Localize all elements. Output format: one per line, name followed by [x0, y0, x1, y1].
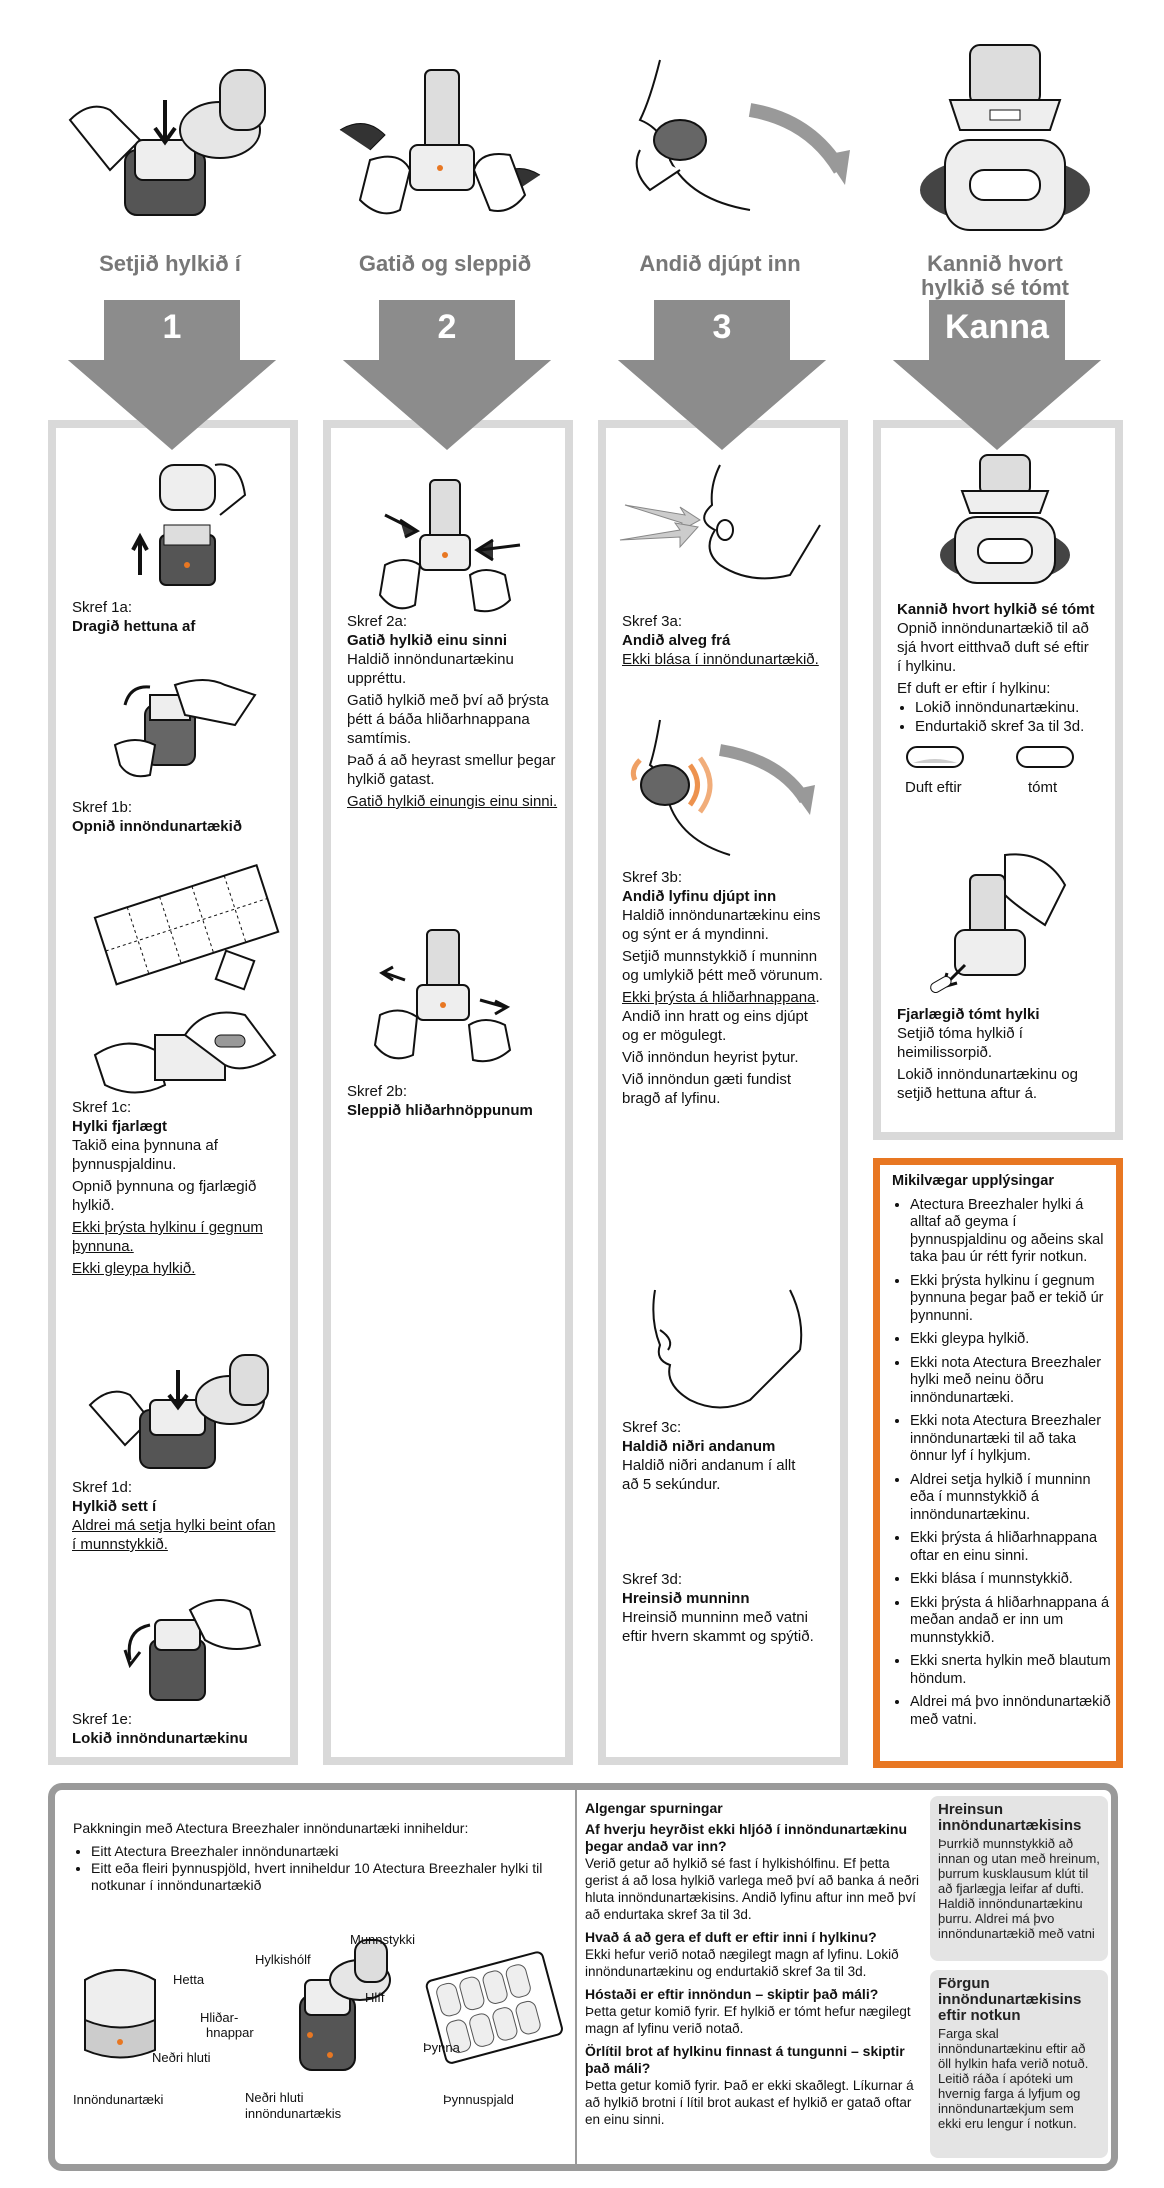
caption-powder-left: Duft eftir — [905, 779, 962, 796]
step3d-line1: Hreinsið munninn með vatni — [622, 1609, 808, 1626]
caption-empty: tómt — [1028, 779, 1058, 796]
step1d-title: Hylkið sett í — [72, 1498, 157, 1515]
open-check-illustration — [940, 455, 1070, 585]
step3c-text — [622, 1418, 847, 1494]
step3b-label: Skref 3b: — [622, 869, 683, 886]
step1c-line4: hylkið. — [72, 1197, 115, 1214]
step2-title: Gatið og sleppið — [358, 251, 532, 276]
step1c-line2: þynnuspjaldinu. — [72, 1156, 177, 1173]
faq-q1: Af hverju heyrðist ekki hljóð í innöndunartækinu þegar andað var inn? — [585, 1821, 908, 1854]
remove-line4: setjið hettuna aftur á. — [897, 1085, 1038, 1102]
open-inhaler-illustration — [115, 665, 255, 785]
step3a-title: Andið alveg frá — [622, 632, 731, 649]
step3b-line2: og sýnt er á myndinni. — [622, 926, 769, 943]
exhale-illustration — [620, 465, 820, 595]
important-item: • Ekki þrýsta á hliðarhnappana á meðan andað er inn um munnstykkið. — [910, 1595, 1112, 1648]
label-hlidarhnappar-2: hnappar — [206, 2025, 254, 2040]
step3b-line9: bragð af lyfinu. — [622, 1090, 721, 1107]
arrow-tip-icon — [618, 360, 826, 450]
step3d-title: Hreinsið munninn — [622, 1590, 750, 1607]
step1c-warning1: Ekki þrýsta hylkinu í gegnum — [72, 1219, 263, 1236]
label-thynna: Þynna — [423, 2040, 460, 2055]
step1d-warning1: Aldrei má setja hylki beint ofan — [72, 1517, 276, 1534]
step2a-warning1: Gatið hylkið einungis einu sinni. — [347, 793, 558, 810]
remove-line3: Lokið innöndunartækinu og — [897, 1066, 1078, 1083]
check-line2: sjá hvort eitthvað duft sé eftir — [897, 639, 1089, 656]
remove-line2: heimilissorpið. — [897, 1044, 993, 1061]
faq-q2: Hvað á að gera ef duft er eftir inni í hylkinu? — [585, 1929, 877, 1945]
insert-capsule-step-illustration — [90, 1355, 270, 1470]
step3b-line4: og umlykið þétt með vörunum. — [622, 967, 823, 984]
step2a-line3: Gatið hylkið með því að þrýsta — [347, 692, 549, 709]
faq-a1: Verið getur að hylkið sé fast í hylkishólfinu. Ef þetta gerist á að losa hylkið varlega með því að banka á neðri hluta innöndunartækisins. Andið lyfinu aftur inn með því að endurtaka skref 3a til 3d. — [585, 1856, 919, 1922]
check-title: Kannið hvort hylkið sé tómt — [897, 601, 1095, 618]
step1d-warning2: í munnstykkið. — [72, 1536, 168, 1553]
package-intro: Pakkningin með Atectura Breezhaler innöndunartæki inniheldur: — [73, 1820, 469, 1836]
step3b-line3: Setjið munnstykkið í munninn — [622, 948, 818, 965]
step1-number: 1 — [162, 308, 182, 346]
step1e-label: Skref 1e: — [72, 1711, 133, 1728]
step1c-label: Skref 1c: — [72, 1099, 132, 1116]
step3c-line2: að 5 sekúndur. — [622, 1476, 721, 1493]
step2a-line4: þétt á báða hliðarhnappana — [347, 711, 530, 728]
label-munnstykki: Munnstykki — [350, 1932, 416, 1947]
step3d-text — [622, 1570, 847, 1646]
step4-title-line1: Kannið hvort — [927, 251, 1063, 276]
step3a-warning1: Ekki blása í innöndunartækið. — [622, 651, 819, 668]
step1e-text — [72, 1710, 292, 1748]
blister-strip-illustration — [90, 860, 280, 990]
step1c-text — [72, 1098, 292, 1278]
inhaler-closed-illustration — [80, 1960, 160, 2070]
disposal-title: Förgun innöndunartækisins eftir notkun — [938, 1975, 1082, 2024]
inhale-medicine-illustration — [620, 720, 820, 860]
remove-empty-capsule-illustration — [935, 855, 1075, 995]
capsule-empty-icon — [1015, 745, 1075, 769]
step1e-title: Lokið innöndunartækinu — [72, 1730, 248, 1747]
arrow-tip-icon — [343, 360, 551, 450]
step3c-title: Haldið niðri andanum — [622, 1438, 776, 1455]
step1d-label: Skref 1d: — [72, 1479, 133, 1496]
package-item2: • Eitt eða fleiri þynnuspjöld, hvert inniheldur 10 Atectura Breezhaler hylki til notkunar í innöndunartækið — [91, 1860, 593, 1894]
step2a-line1: Haldið innöndunartækinu — [347, 651, 514, 668]
step3d-line2: eftir hvern skammt og spýtið. — [622, 1628, 814, 1645]
faq-a3: Þetta getur komið fyrir. Ef hylkið er tómt hefur nægilegt magn af lyfinu verið notað. — [585, 2004, 911, 2036]
pierce-illustration — [340, 60, 540, 230]
faq-a4: Þetta getur komið fyrir. Það er ekki skaðlegt. Líkurnar á að hylkið brotni í lítil brot aukast ef hylkið er gatað oftar en einu sinni. — [585, 2078, 914, 2127]
check-bullet1: • Lokið innöndunartækinu. — [915, 698, 1117, 717]
faq-q3: Hóstaði er eftir innöndun – skiptir það máli? — [585, 1986, 879, 2002]
close-inhaler-illustration — [120, 1590, 260, 1705]
check-line4: Ef duft er eftir í hylkinu: — [897, 680, 1051, 697]
step3b-line1: Haldið innöndunartækinu eins — [622, 907, 821, 924]
bottom-divider — [575, 1790, 577, 2164]
check-text — [897, 600, 1117, 736]
step3b-title: Andið lyfinu djúpt inn — [622, 888, 777, 905]
caption-inhaler: Innöndunartæki — [73, 2092, 164, 2107]
step3b-line6: og er mögulegt. — [622, 1027, 727, 1044]
arrow-tip-icon — [893, 360, 1101, 450]
step3b-line8: Við innöndun gæti fundist — [622, 1071, 792, 1088]
bottom-info-box — [48, 1783, 1118, 2171]
important-item: • Ekki nota Atectura Breezhaler hylki með neinu öðru innöndunartæki. — [910, 1355, 1112, 1408]
step1b-title: Opnið innöndunartækið — [72, 818, 242, 835]
step3-number: 3 — [712, 308, 732, 346]
step3b-line7: Við innöndun heyrist þytur. — [622, 1049, 799, 1066]
step1a-label: Skref 1a: — [72, 599, 133, 616]
step2a-text — [347, 612, 572, 811]
step1c-line1: Takið eina þynnuna af — [72, 1137, 218, 1154]
check-capsule-illustration — [920, 40, 1090, 240]
step4-number: Kanna — [945, 308, 1049, 346]
step2b-text — [347, 1082, 572, 1120]
step3-title: Andið djúpt inn — [639, 251, 801, 276]
check-line3: í hylkinu. — [897, 658, 957, 675]
peel-blister-illustration — [95, 995, 275, 1105]
disposal-text: Farga skal innöndunartækinu eftir að öll hylkin hafa verið notuð. Leitið ráða í apóteki um hvernig farga á lyfjum og innöndunartækjum sem ekki eru lengur í notkun. — [938, 2026, 1089, 2131]
step2a-line5: samtímis. — [347, 730, 412, 747]
step3d-label: Skref 3d: — [622, 1571, 683, 1588]
important-item: • Ekki þrýsta hylkinu í gegnum þynnuna þegar það er tekið úr þynnunni. — [910, 1273, 1112, 1326]
step1c-warning3: Ekki gleypa hylkið. — [72, 1260, 196, 1277]
important-item: • Ekki blása í munnstykkið. — [910, 1571, 1112, 1589]
insert-capsule-illustration — [70, 60, 270, 230]
inhale-illustration — [620, 60, 850, 230]
label-hylkisholf: Hylkishólf — [255, 1952, 311, 1967]
arrow-tip-icon — [68, 360, 276, 450]
faq-title: Algengar spurningar — [585, 1800, 723, 1816]
capsule-powder-icon — [905, 745, 965, 769]
package-item1: • Eitt Atectura Breezhaler innöndunartæki — [91, 1843, 593, 1860]
important-item: • Aldrei má þvo innöndunartækið með vatni. — [910, 1694, 1112, 1729]
step1c-warning2: þynnuna. — [72, 1238, 134, 1255]
step1b-text — [72, 798, 292, 836]
faq-section — [585, 1800, 920, 2134]
step2a-line2: uppréttu. — [347, 670, 407, 687]
step1c-line3: Opnið þynnuna og fjarlægið — [72, 1178, 257, 1195]
important-item: • Ekki snerta hylkin með blautum höndum. — [910, 1653, 1112, 1688]
check-bullet2: • Endurtakið skref 3a til 3d. — [915, 717, 1117, 736]
disposal-box — [930, 1970, 1108, 2158]
step1-title: Setjið hylkið í — [99, 251, 241, 276]
label-nedri-hluti: Neðri hluti — [152, 2050, 211, 2065]
remove-cap-illustration — [130, 455, 250, 590]
step1a-text — [72, 598, 292, 636]
important-info-box — [873, 1158, 1123, 1768]
important-item: • Atectura Breezhaler hylki á alltaf að geyma í þynnuspjaldinu og aðeins skal taka þau úr rétt fyrir notkun. — [910, 1197, 1112, 1267]
caption-blister-card: Þynnuspjald — [443, 2092, 514, 2107]
faq-a2: Ekki hefur verið notað nægilegt magn af lyfinu. Lokið innöndunartækinu og endurtakið skref 3a til 3d. — [585, 1947, 899, 1979]
important-item: • Ekki þrýsta á hliðarhnappana oftar en einu sinni. — [910, 1530, 1112, 1565]
important-item: • Ekki gleypa hylkið. — [910, 1331, 1112, 1349]
cleaning-title: Hreinsun innöndunartækisins — [938, 1801, 1082, 1834]
step2a-label: Skref 2a: — [347, 613, 408, 630]
cleaning-text: Þurrkið munnstykkið að innan og utan með hreinum, þurrum kusklausum klút til að fjarlægja leifar af dufti. Haldið innöndunartækinu þurru. Aldrei má þvo innöndunartækið með vatni — [938, 1836, 1100, 1941]
step1c-title: Hylki fjarlægt — [72, 1118, 168, 1135]
step1d-text — [72, 1478, 292, 1554]
step3a-label: Skref 3a: — [622, 613, 683, 630]
important-title: Mikilvægar upplýsingar — [892, 1173, 1054, 1189]
remove-text — [897, 1005, 1117, 1103]
important-item: • Aldrei setja hylkið í munninn eða í munnstykkið á innöndunartækinu. — [910, 1472, 1112, 1525]
caption-lower-part-1: Neðri hluti — [245, 2090, 304, 2105]
step3c-label: Skref 3c: — [622, 1419, 682, 1436]
step3b-warning1: Ekki þrýsta á hliðarhnappana — [622, 989, 816, 1006]
release-buttons-illustration — [365, 925, 525, 1065]
step2a-line6: Það á að heyrast smellur þegar — [347, 752, 556, 769]
step3b-text: Skref 3b: Andið lyfinu djúpt inn Haldið innöndunartækinu eins og sýnt er á myndinni. Setjið munnstykkið í munninn og umlykið þétt með vörunum. Ekki þrýsta á hliðarhnappana. Andið inn hratt og eins djúpt og er mögulegt. Við innöndun heyrist þytur. Við innöndun gæti fundist bragð af lyfinu. — [622, 868, 847, 1108]
cleaning-box — [930, 1796, 1108, 1961]
remove-line1: Setjið tóma hylkið í — [897, 1025, 1023, 1042]
important-list — [892, 1197, 1112, 1730]
label-hlif: Hlíf — [365, 1990, 385, 2005]
remove-title: Fjarlægið tómt hylki — [897, 1006, 1040, 1023]
label-hetta: Hetta — [173, 1972, 205, 1987]
faq-q4: Örlítil brot af hylkinu finnast á tungunni – skiptir það máli? — [585, 2043, 905, 2076]
step1a-title: Dragið hettuna af — [72, 618, 196, 635]
step2b-title: Sleppið hliðarhnöppunum — [347, 1102, 533, 1119]
caption-lower-part-2: innöndunartækis — [245, 2106, 342, 2121]
step3a-text — [622, 612, 847, 669]
label-hlidarhnappar-1: Hliðar- — [200, 2010, 239, 2025]
pierce-capsule-illustration — [375, 475, 525, 615]
hold-breath-illustration — [640, 1290, 810, 1420]
step3b-line5: Andið inn hratt og eins djúpt — [622, 1008, 808, 1025]
check-line1: Opnið innöndunartækið til að — [897, 620, 1089, 637]
step1b-label: Skref 1b: — [72, 799, 133, 816]
step4-title-line2: hylkið sé tómt — [921, 275, 1069, 300]
step2a-line7: hylkið gatast. — [347, 771, 435, 788]
important-item: • Ekki nota Atectura Breezhaler innöndunartæki til að taka önnur lyf í hylkjum. — [910, 1413, 1112, 1466]
step2-number: 2 — [437, 308, 457, 346]
step4-title — [875, 252, 1115, 300]
step2a-title: Gatið hylkið einu sinni — [347, 632, 508, 649]
step3c-line1: Haldið niðri andanum í allt — [622, 1457, 796, 1474]
step2b-label: Skref 2b: — [347, 1083, 408, 1100]
